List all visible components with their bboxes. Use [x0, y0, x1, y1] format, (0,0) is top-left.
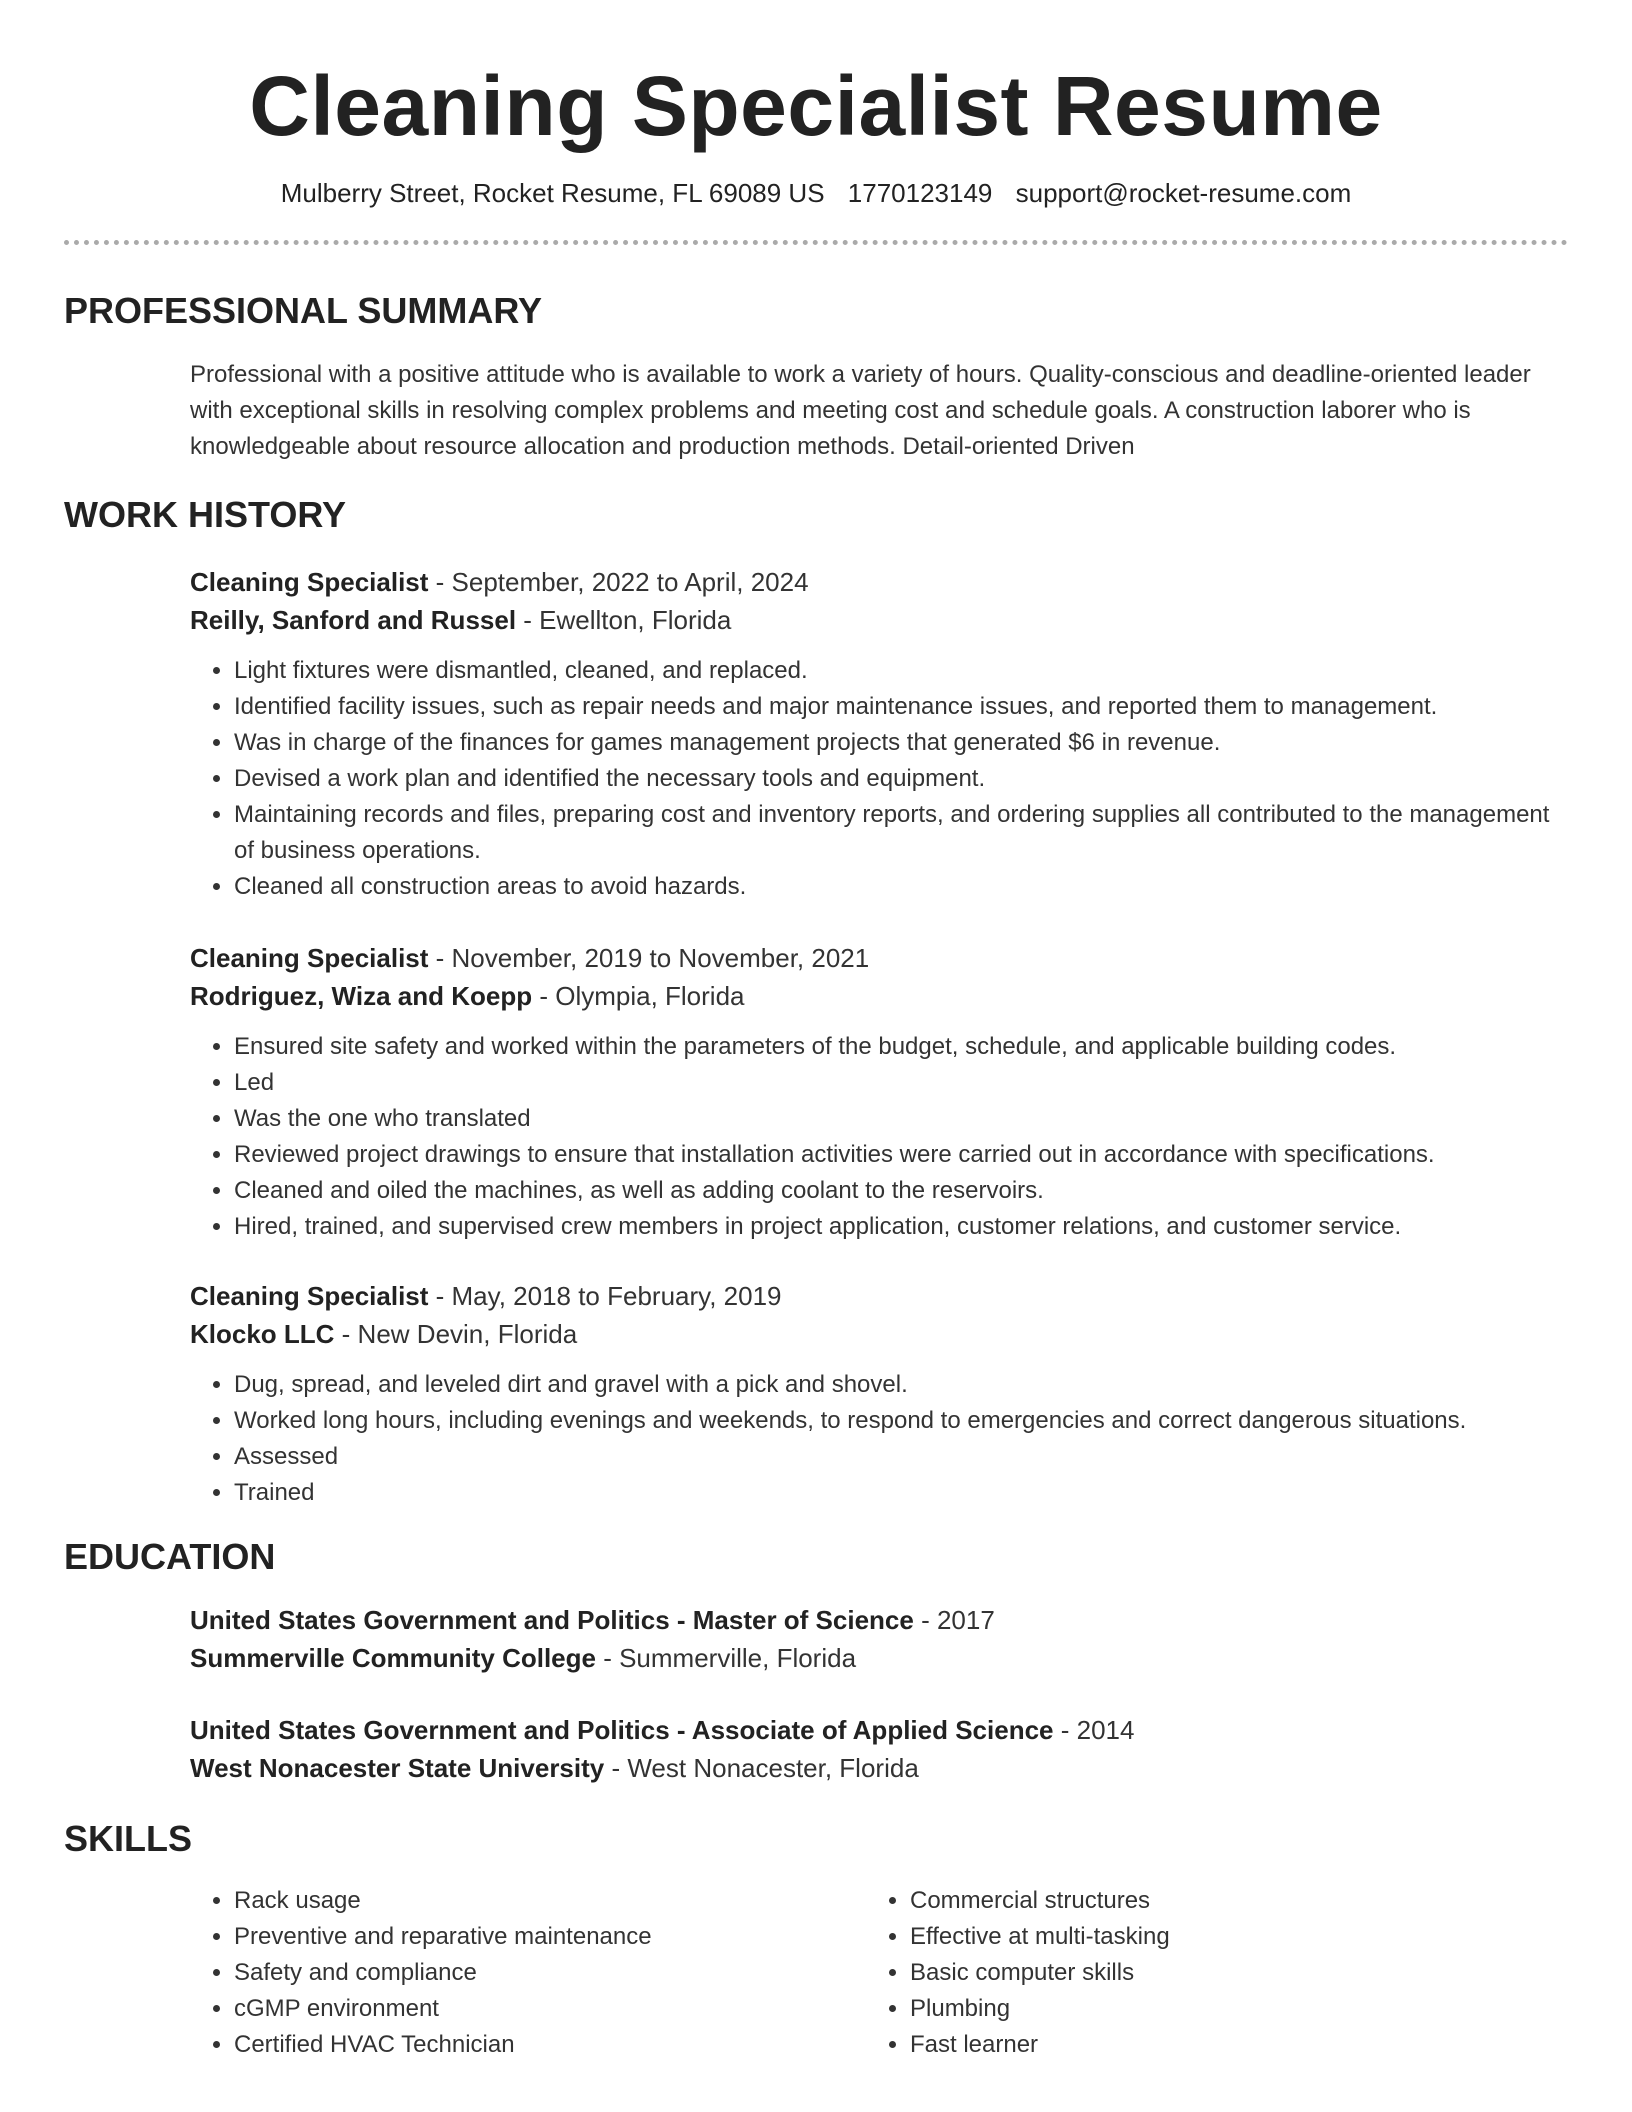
job-bullet: • Was in charge of the finances for games management projects that generated $6 in revenue.: [234, 725, 1568, 761]
job-bullets: [190, 1029, 1568, 1245]
education-degree: United States Government and Politics - Master of Science: [190, 1605, 914, 1635]
education-entry: [190, 1601, 1568, 1677]
job-bullet: • Led: [234, 1065, 1568, 1101]
job-dates: - May, 2018 to February, 2019: [428, 1281, 782, 1311]
education-school-line: [190, 1639, 1568, 1677]
contact-email: support@rocket-resume.com: [1015, 178, 1352, 208]
job-location: - Olympia, Florida: [532, 981, 745, 1011]
education-entry: [190, 1711, 1568, 1787]
skill-item: • Certified HVAC Technician: [234, 2027, 866, 2063]
job-bullet: • Devised a work plan and identified the necessary tools and equipment.: [234, 761, 1568, 797]
skill-item: • Safety and compliance: [234, 1955, 866, 1991]
job-bullet: • Reviewed project drawings to ensure that installation activities were carried out in accordance with specifications.: [234, 1137, 1568, 1173]
job-company: Klocko LLC: [190, 1319, 335, 1349]
job-title: Cleaning Specialist: [190, 943, 429, 973]
summary-section: [64, 289, 1568, 465]
resume-page: [64, 0, 1568, 2063]
job-entry: [190, 939, 1568, 1245]
job-bullet: • Maintaining records and files, preparing cost and inventory reports, and ordering supplies all contributed to the management of business operations.: [234, 797, 1568, 869]
job-location: - Ewellton, Florida: [516, 605, 732, 635]
job-entry: [190, 1277, 1568, 1511]
job-entry: [190, 563, 1568, 905]
education-year: - 2014: [1053, 1715, 1135, 1745]
job-bullet: • Dug, spread, and leveled dirt and gravel with a pick and shovel.: [234, 1367, 1568, 1403]
job-company: Reilly, Sanford and Russel: [190, 605, 517, 635]
work-history-section: [64, 493, 1568, 1511]
job-title-line: [190, 1277, 1568, 1315]
education-heading: EDUCATION: [64, 1536, 276, 1577]
job-bullet: • Identified facility issues, such as repair needs and major maintenance issues, and reported them to management.: [234, 689, 1568, 725]
job-company-line: [190, 601, 1568, 639]
skill-item: • Preventive and reparative maintenance: [234, 1919, 866, 1955]
skills-heading: SKILLS: [64, 1818, 193, 1859]
job-bullet: • Was the one who translated: [234, 1101, 1568, 1137]
job-bullet: • Assessed: [234, 1439, 1568, 1475]
skills-list: [866, 1883, 1542, 2063]
job-bullet: • Trained: [234, 1475, 1568, 1511]
job-bullet: • Worked long hours, including evenings and weekends, to respond to emergencies and correct dangerous situations.: [234, 1403, 1568, 1439]
skill-item: • Plumbing: [910, 1991, 1542, 2027]
education-school: West Nonacester State University: [190, 1753, 605, 1783]
job-title: Cleaning Specialist: [190, 567, 429, 597]
job-bullets: [190, 1367, 1568, 1511]
contact-line: [64, 176, 1568, 210]
education-section: [64, 1535, 1568, 1787]
job-company-line: [190, 1315, 1568, 1353]
job-bullet: • Cleaned and oiled the machines, as well as adding coolant to the reservoirs.: [234, 1173, 1568, 1209]
work-history-heading: WORK HISTORY: [64, 494, 347, 535]
job-dates: - September, 2022 to April, 2024: [428, 567, 809, 597]
skill-item: • Commercial structures: [910, 1883, 1542, 1919]
skill-item: • Fast learner: [910, 2027, 1542, 2063]
job-bullets: [190, 653, 1568, 905]
skill-item: • cGMP environment: [234, 1991, 866, 2027]
job-company-line: [190, 977, 1568, 1015]
skills-section: [64, 1817, 1568, 2063]
skill-item: • Rack usage: [234, 1883, 866, 1919]
education-degree-line: [190, 1711, 1568, 1749]
summary-heading: PROFESSIONAL SUMMARY: [64, 290, 543, 331]
job-company: Rodriguez, Wiza and Koepp: [190, 981, 533, 1011]
education-school: Summerville Community College: [190, 1643, 596, 1673]
skill-item: • Effective at multi-tasking: [910, 1919, 1542, 1955]
summary-text: Professional with a positive attitude who is available to work a variety of hours. Quality-conscious and deadline-oriented leader with exceptional skills in resolving complex problems and meeting cost and schedule goals. A construction laborer who is knowledgeable about resource allocation and production methods. Detail-oriented Driven: [190, 361, 1531, 460]
contact-phone: 1770123149: [847, 178, 993, 208]
skills-column-right: [866, 1883, 1542, 2063]
education-location: - Summerville, Florida: [595, 1643, 857, 1673]
education-degree: United States Government and Politics - Associate of Applied Science: [190, 1715, 1054, 1745]
job-bullet: • Hired, trained, and supervised crew members in project application, customer relations, and customer service.: [234, 1209, 1568, 1245]
skill-item: • Basic computer skills: [910, 1955, 1542, 1991]
education-degree-line: [190, 1601, 1568, 1639]
job-title-line: [190, 939, 1568, 977]
contact-address: Mulberry Street, Rocket Resume, FL 69089 US: [280, 178, 825, 208]
job-title-line: [190, 563, 1568, 601]
skills-column-left: [190, 1883, 866, 2063]
job-title: Cleaning Specialist: [190, 1281, 429, 1311]
job-dates: - November, 2019 to November, 2021: [428, 943, 870, 973]
job-location: - New Devin, Florida: [334, 1319, 578, 1349]
education-school-line: [190, 1749, 1568, 1787]
resume-title: Cleaning Specialist Resume: [249, 59, 1383, 153]
job-bullet: • Cleaned all construction areas to avoid hazards.: [234, 869, 1568, 905]
education-location: - West Nonacester, Florida: [604, 1753, 919, 1783]
education-year: - 2017: [913, 1605, 995, 1635]
job-bullet: • Light fixtures were dismantled, cleaned, and replaced.: [234, 653, 1568, 689]
skills-list: [190, 1883, 866, 2063]
job-bullet: • Ensured site safety and worked within the parameters of the budget, schedule, and applicable building codes.: [234, 1029, 1568, 1065]
header-divider: [64, 240, 1568, 245]
skills-columns: [190, 1883, 1568, 2063]
